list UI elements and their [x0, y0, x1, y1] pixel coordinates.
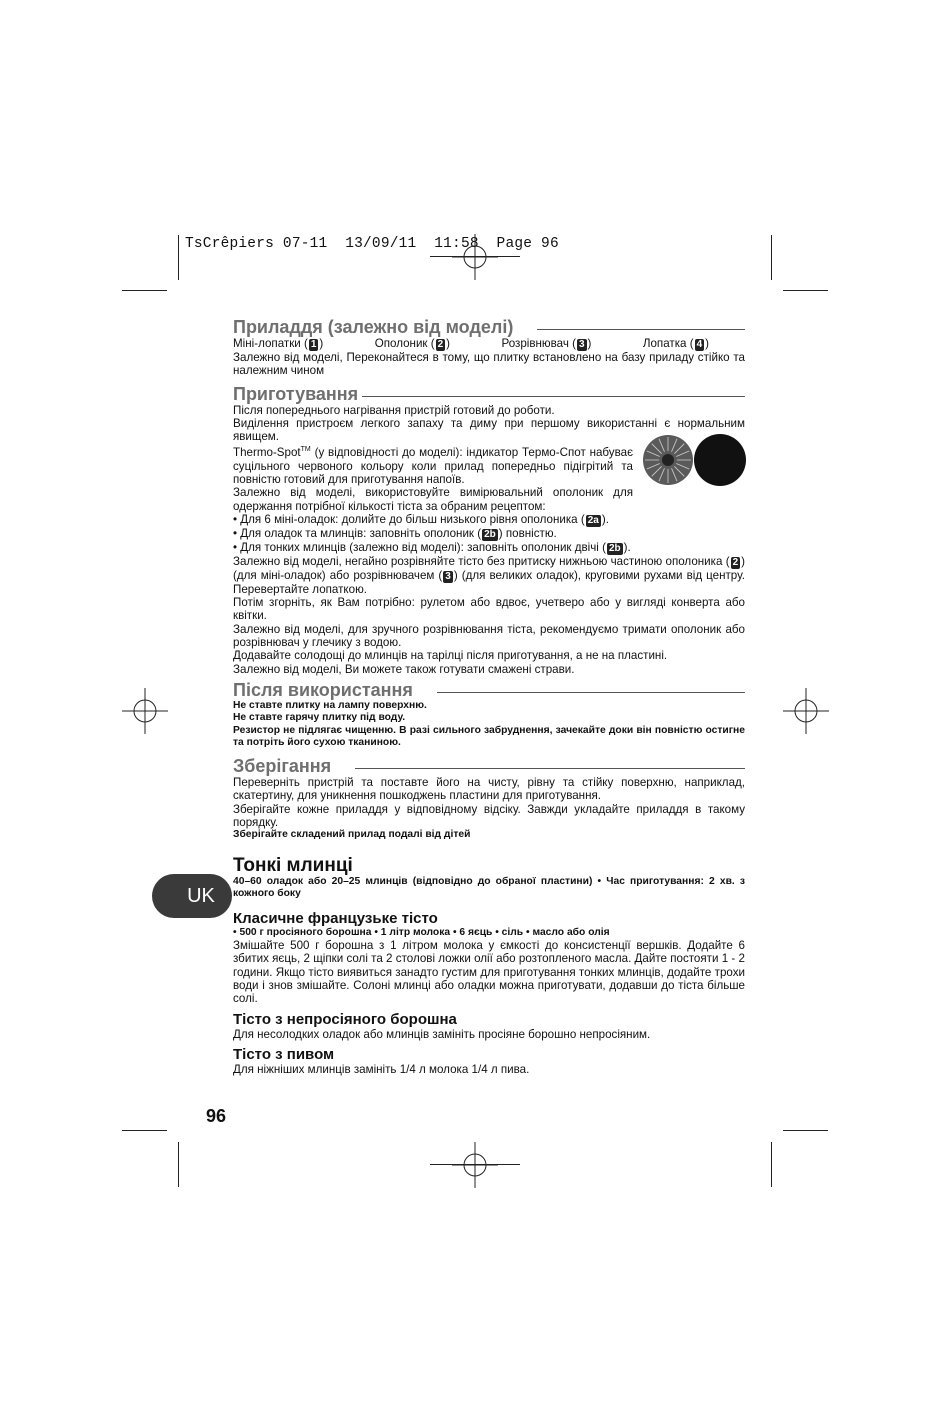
after-use-line: Резистор не підлягає чищенню. В разі сильного забруднення, зачекайте доки він повністю остигне та потріть його сухою тканиною.: [233, 724, 745, 749]
registration-mark-icon: [783, 688, 829, 734]
accessories-heading: Приладдя (залежно від моделі): [233, 317, 514, 337]
classic-text: Змішайте 500 г борошна з 1 літром молока у ємкості до консистенції вершків. Додайте 6 збитих яєць, 2 щіпки солі та 2 столові ложки олії або розтопленого масла. Дайте постояти 1 - 2 години. Якщо тісто виявиться занадто густим для приготування тонких млинців, додайте трохи води і знов змішайте. Солоні млинці або оладки можна приготувати, додавши до тіста більше солі.: [233, 939, 745, 1006]
after-use-heading: Після використання: [233, 679, 413, 700]
storage-warning: Зберігайте складений прилад подалі від дітей: [233, 829, 471, 841]
accessory-item: Ополоник ( 2 ): [374, 337, 451, 350]
language-badge: UK: [152, 874, 232, 918]
title-rule: [362, 396, 745, 397]
section-title-accessories: [233, 318, 745, 337]
section-title-preparation: [233, 385, 745, 404]
section-title-after-use: [233, 681, 745, 700]
crop-mark: [783, 1130, 828, 1131]
prep-paragraph: Залежно від моделі, негайно розрівняйте тісто без притиску нижньою частиною ополоника ( 2 ) (для міні-оладок) або розрівнювачем ( 3 ) (для великих оладок), круговими рухами від центру. Перевертайте лопаткою.: [233, 554, 745, 596]
crop-mark: [771, 1142, 772, 1187]
section-title-storage: [233, 757, 745, 776]
accessories-list: [233, 337, 745, 351]
prep-paragraph: Виділення пристроєм легкого запаху та диму при першому використанні є нормальним явищем.: [233, 416, 745, 444]
crop-mark: [178, 1142, 179, 1187]
title-rule: [355, 768, 745, 769]
after-use-line: Не ставте плитку на лампу поверхню.: [233, 699, 427, 711]
prep-paragraph: Додавайте солодощі до млинців на тарілці після приготування, а не на пластині.: [233, 649, 668, 663]
storage-heading: Зберігання: [233, 755, 332, 776]
prep-paragraph: Залежно від моделі, для зручного розрівнювання тіста, рекомендуємо тримати ополоник або розрівнювач у глечику з водою.: [233, 622, 745, 650]
print-slug: TsCrêpiers 07-11 13/09/11 11:58 Page 96: [185, 236, 559, 252]
crop-mark: [783, 290, 828, 291]
classic-recipe-heading: Класичне французьке тісто: [233, 909, 438, 927]
crop-mark: [122, 1130, 167, 1131]
after-use-line: Не ставте гарячу плитку під воду.: [233, 712, 406, 724]
title-rule: [437, 692, 745, 693]
prep-bullet: • Для 6 міні-оладок: долийте до більш низького рівня ополоника ( 2a ).: [233, 512, 609, 526]
page-number: 96: [206, 1106, 227, 1126]
registration-mark-icon: [122, 688, 168, 734]
beer-heading: Тісто з пивом: [233, 1045, 335, 1063]
storage-paragraph: Переверніть пристрій та поставте його на чисту, рівну та стійку поверхню, наприклад, скатертину, для уникнення пошкоджень пластини для приготування.: [233, 775, 745, 803]
crop-mark: [178, 235, 179, 280]
accessories-text: Залежно від моделі, Переконайтеся в тому, що плитку встановлено на базу приладу стійко та належним чином: [233, 351, 745, 378]
prep-bullet: • Для оладок та млинців: заповніть ополоник ( 2b ) повністю.: [233, 526, 557, 540]
accessory-item: Лопатка ( 4 ): [642, 337, 709, 350]
wholemeal-heading: Тісто з непросіяного борошна: [233, 1010, 457, 1028]
prep-paragraph: Потім згорніть, як Вам потрібно: рулетом або вдвоє, учетверо або у вигляді конверта або квітки.: [233, 596, 745, 623]
prep-paragraph: Залежно від моделі, використовуйте вимірювальний ополоник для одержання потрібної кількості тіста за обраним рецептом:: [233, 486, 633, 513]
crepes-subtitle: 40–60 оладок або 20–25 млинців (відповідно до обраної пластини) • Час приготування: 2 хв. з кожного боку: [233, 875, 745, 900]
thermo-spot-paragraph: Thermo-Spot™ (у відповідності до моделі): індикатор Термо-Спот набуває суцільного червоного кольору коли прилад попередньо підігрітий та повністю готовий для приготування напоїв.: [233, 446, 633, 486]
preparation-heading: Приготування: [233, 383, 359, 404]
storage-paragraph: Зберігайте кожне приладдя у відповідному відсіку. Завжди укладайте приладдя в такому порядку.: [233, 802, 745, 829]
crop-mark: [771, 235, 772, 280]
crop-mark: [122, 290, 167, 291]
manual-content: [233, 316, 745, 1076]
crepes-heading: Тонкі млинці: [233, 854, 353, 876]
registration-mark-icon: [452, 1142, 498, 1188]
prep-bullet: • Для тонких млинців (залежно від моделі): заповніть ополоник двічі ( 2b ).: [233, 540, 631, 554]
registration-mark-icon: [452, 234, 498, 280]
accessory-item: Розрівнювач ( 3 ): [501, 337, 592, 350]
prep-paragraph: Після попереднього нагрівання пристрій готовий до роботи.: [233, 403, 555, 417]
title-rule: [537, 329, 745, 330]
prep-paragraph: Залежно від моделі, Ви можете також готувати смажені страви.: [233, 662, 575, 676]
classic-ingredients: • 500 г просіяного борошна • 1 літр молока • 6 яєць • сіль • масло або олія: [233, 926, 610, 938]
accessory-item: Міні-лопатки ( 1 ): [233, 337, 324, 350]
beer-text: Для ніжніших млинців замініть 1/4 л молока 1/4 л пива.: [233, 1062, 530, 1076]
wholemeal-text: Для несолодких оладок або млинців замініть просіяне борошно непросіяним.: [233, 1027, 651, 1041]
